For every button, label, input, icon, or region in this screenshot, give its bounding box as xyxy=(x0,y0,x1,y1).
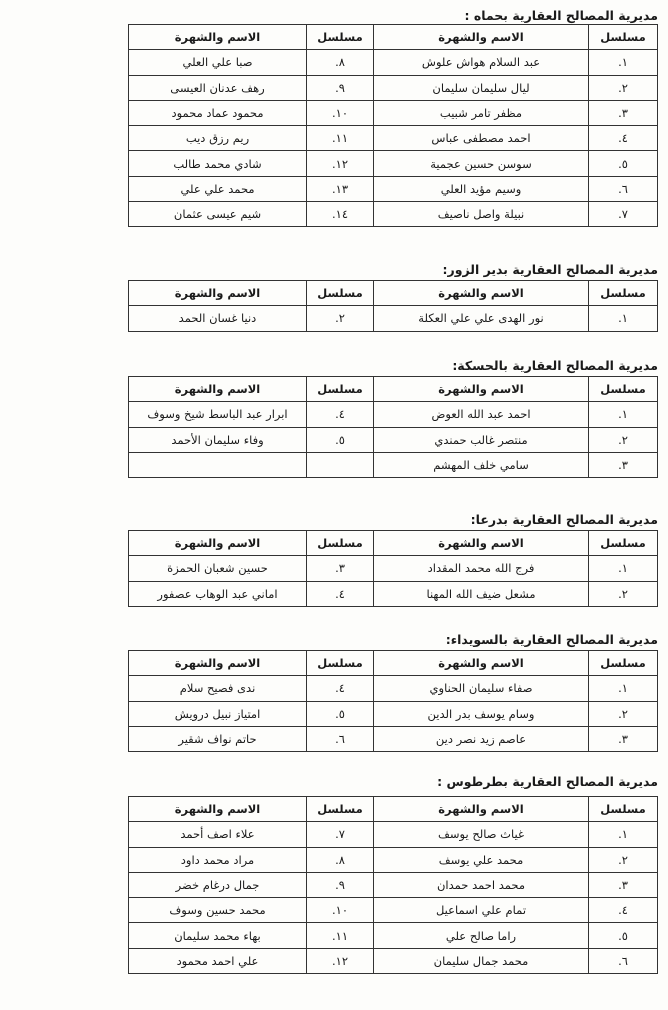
name-cell: صفاء سليمان الحناوي xyxy=(374,676,589,701)
name-cell: وفاء سليمان الأحمد xyxy=(129,427,307,452)
table-row xyxy=(129,701,658,726)
table-header-row xyxy=(129,377,658,402)
name-cell: سامي خلف المهشم xyxy=(374,452,589,477)
name-cell: علي احمد محمود xyxy=(129,948,307,973)
serial-cell: ٧. xyxy=(589,202,658,227)
table-row xyxy=(129,427,658,452)
serial-cell: ٢. xyxy=(589,847,658,872)
name-cell: محمد احمد حمدان xyxy=(374,872,589,897)
serial-cell: ١. xyxy=(589,50,658,75)
serial-header: مسلسل xyxy=(307,377,374,402)
table-row xyxy=(129,452,658,477)
serial-cell: ٣. xyxy=(589,726,658,751)
serial-cell: ٣. xyxy=(589,872,658,897)
name-cell: عاصم زيد نصر دين xyxy=(374,726,589,751)
section-title: مديرية المصالح العقارية بالسويداء: xyxy=(445,632,658,647)
name-header: الاسم والشهرة xyxy=(374,377,589,402)
name-header: الاسم والشهرة xyxy=(374,531,589,556)
serial-cell: ٢. xyxy=(589,701,658,726)
table-row xyxy=(129,306,658,331)
table-row xyxy=(129,948,658,973)
name-header: الاسم والشهرة xyxy=(129,281,307,306)
names-table xyxy=(128,530,658,607)
names-table xyxy=(128,24,658,227)
table-row xyxy=(129,923,658,948)
serial-cell: ٣. xyxy=(589,452,658,477)
name-cell: منتصر غالب حمندي xyxy=(374,427,589,452)
table-header-row xyxy=(129,531,658,556)
serial-cell: ٦. xyxy=(307,726,374,751)
name-cell xyxy=(129,452,307,477)
table-row xyxy=(129,898,658,923)
name-cell: علاء اصف أحمد xyxy=(129,822,307,847)
serial-cell xyxy=(307,452,374,477)
table-row xyxy=(129,75,658,100)
table-row xyxy=(129,822,658,847)
serial-cell: ٢. xyxy=(589,581,658,606)
name-cell: ندى فصيح سلام xyxy=(129,676,307,701)
serial-cell: ٥. xyxy=(589,151,658,176)
serial-cell: ٨. xyxy=(307,50,374,75)
names-table xyxy=(128,650,658,752)
table-row xyxy=(129,872,658,897)
section-title: مديرية المصالح العقارية بدرعا: xyxy=(470,512,658,527)
section-title: مديرية المصالح العقارية بحماه : xyxy=(464,8,658,23)
name-cell: مظفر تامر شبيب xyxy=(374,100,589,125)
name-cell: احمد مصطفى عباس xyxy=(374,126,589,151)
name-cell: حاتم نواف شقير xyxy=(129,726,307,751)
name-cell: عبد السلام هواش علوش xyxy=(374,50,589,75)
name-cell: تمام علي اسماعيل xyxy=(374,898,589,923)
name-cell: محمد جمال سليمان xyxy=(374,948,589,973)
serial-cell: ٥. xyxy=(307,427,374,452)
serial-cell: ١٠. xyxy=(307,100,374,125)
serial-cell: ١. xyxy=(589,556,658,581)
serial-cell: ٧. xyxy=(307,822,374,847)
name-cell: شيم عيسى عثمان xyxy=(129,202,307,227)
serial-cell: ٣. xyxy=(307,556,374,581)
serial-cell: ٦. xyxy=(589,948,658,973)
table-row xyxy=(129,151,658,176)
name-header: الاسم والشهرة xyxy=(129,531,307,556)
serial-cell: ١١. xyxy=(307,923,374,948)
table-row xyxy=(129,50,658,75)
serial-cell: ٤. xyxy=(589,126,658,151)
names-table xyxy=(128,796,658,974)
name-header: الاسم والشهرة xyxy=(374,281,589,306)
names-table xyxy=(128,376,658,478)
name-cell: فرج الله محمد المقداد xyxy=(374,556,589,581)
serial-header: مسلسل xyxy=(589,797,658,822)
section-title: مديرية المصالح العقارية بدير الزور: xyxy=(442,262,658,277)
table-header-row xyxy=(129,281,658,306)
table-header-row xyxy=(129,797,658,822)
name-cell: راما صالح علي xyxy=(374,923,589,948)
name-cell: محمد علي علي xyxy=(129,176,307,201)
serial-cell: ٥. xyxy=(307,701,374,726)
name-cell: ليال سليمان سليمان xyxy=(374,75,589,100)
names-table xyxy=(128,280,658,332)
name-cell: احمد عبد الله العوض xyxy=(374,402,589,427)
name-header: الاسم والشهرة xyxy=(374,651,589,676)
name-header: الاسم والشهرة xyxy=(129,797,307,822)
name-cell: وسيم مؤيد العلي xyxy=(374,176,589,201)
serial-cell: ١. xyxy=(589,306,658,331)
serial-header: مسلسل xyxy=(589,531,658,556)
serial-header: مسلسل xyxy=(589,25,658,50)
serial-cell: ١٤. xyxy=(307,202,374,227)
table-header-row xyxy=(129,651,658,676)
section-title: مديرية المصالح العقارية بطرطوس : xyxy=(437,774,658,789)
serial-cell: ٩. xyxy=(307,75,374,100)
serial-cell: ٥. xyxy=(589,923,658,948)
table-row xyxy=(129,126,658,151)
name-cell: رهف عدنان العيسى xyxy=(129,75,307,100)
name-cell: نبيلة واصل ناصيف xyxy=(374,202,589,227)
serial-header: مسلسل xyxy=(307,281,374,306)
serial-cell: ١. xyxy=(589,402,658,427)
table-row xyxy=(129,556,658,581)
serial-cell: ١١. xyxy=(307,126,374,151)
table-header-row xyxy=(129,25,658,50)
name-cell: دنيا غسان الحمد xyxy=(129,306,307,331)
name-cell: اماني عبد الوهاب عصفور xyxy=(129,581,307,606)
serial-header: مسلسل xyxy=(589,651,658,676)
name-cell: محمد علي يوسف xyxy=(374,847,589,872)
name-cell: حسين شعبان الحمزة xyxy=(129,556,307,581)
name-header: الاسم والشهرة xyxy=(129,25,307,50)
serial-cell: ١٠. xyxy=(307,898,374,923)
table-row xyxy=(129,402,658,427)
table-row xyxy=(129,176,658,201)
serial-cell: ١. xyxy=(589,822,658,847)
serial-cell: ١. xyxy=(589,676,658,701)
table-row xyxy=(129,581,658,606)
name-cell: وسام يوسف بدر الدين xyxy=(374,701,589,726)
serial-cell: ٢. xyxy=(307,306,374,331)
name-cell: سوسن حسين عجمية xyxy=(374,151,589,176)
name-cell: مشعل ضيف الله المهنا xyxy=(374,581,589,606)
serial-cell: ٩. xyxy=(307,872,374,897)
serial-cell: ٤. xyxy=(307,402,374,427)
name-cell: محمود عماد محمود xyxy=(129,100,307,125)
serial-cell: ١٢. xyxy=(307,151,374,176)
name-cell: ريم رزق ديب xyxy=(129,126,307,151)
serial-cell: ٨. xyxy=(307,847,374,872)
name-cell: محمد حسين وسوف xyxy=(129,898,307,923)
serial-header: مسلسل xyxy=(589,281,658,306)
name-header: الاسم والشهرة xyxy=(374,797,589,822)
table-row xyxy=(129,847,658,872)
name-cell: صبا علي العلي xyxy=(129,50,307,75)
serial-header: مسلسل xyxy=(589,377,658,402)
name-cell: امتياز نبيل درويش xyxy=(129,701,307,726)
section-title: مديرية المصالح العقارية بالحسكة: xyxy=(452,358,658,373)
serial-header: مسلسل xyxy=(307,797,374,822)
table-row xyxy=(129,202,658,227)
serial-header: مسلسل xyxy=(307,25,374,50)
name-cell: شادي محمد طالب xyxy=(129,151,307,176)
serial-cell: ٤. xyxy=(589,898,658,923)
serial-cell: ١٢. xyxy=(307,948,374,973)
serial-header: مسلسل xyxy=(307,651,374,676)
table-row xyxy=(129,676,658,701)
name-cell: غياث صالح يوسف xyxy=(374,822,589,847)
serial-cell: ٣. xyxy=(589,100,658,125)
name-cell: نور الهدى علي علي العكلة xyxy=(374,306,589,331)
serial-cell: ٢. xyxy=(589,75,658,100)
serial-cell: ٤. xyxy=(307,581,374,606)
table-row xyxy=(129,726,658,751)
serial-cell: ١٣. xyxy=(307,176,374,201)
name-header: الاسم والشهرة xyxy=(129,377,307,402)
name-cell: مراد محمد داود xyxy=(129,847,307,872)
serial-cell: ٢. xyxy=(589,427,658,452)
name-cell: ابرار عبد الباسط شيخ وسوف xyxy=(129,402,307,427)
table-row xyxy=(129,100,658,125)
serial-cell: ٦. xyxy=(589,176,658,201)
name-header: الاسم والشهرة xyxy=(374,25,589,50)
serial-header: مسلسل xyxy=(307,531,374,556)
serial-cell: ٤. xyxy=(307,676,374,701)
name-cell: جمال درغام خضر xyxy=(129,872,307,897)
name-header: الاسم والشهرة xyxy=(129,651,307,676)
name-cell: بهاء محمد سليمان xyxy=(129,923,307,948)
